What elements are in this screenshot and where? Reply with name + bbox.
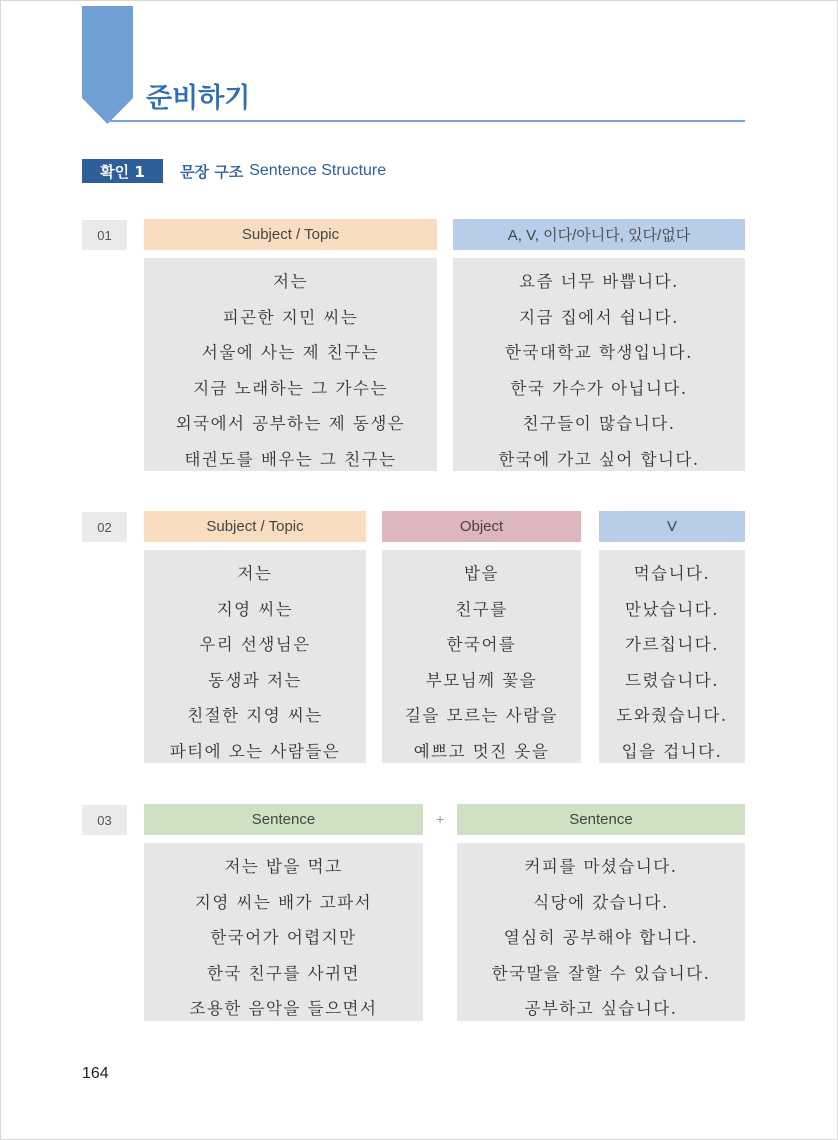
header-subject-topic: Subject / Topic: [144, 219, 437, 250]
check-title-korean: 문장 구조: [180, 162, 244, 181]
table-cell: 요즘 너무 바쁩니다.: [519, 272, 679, 291]
table-cell: 지영 씨는 배가 고파서: [194, 892, 373, 912]
table-cell: 지영 씨는: [216, 599, 294, 619]
table-cell: 만났습니다.: [625, 599, 719, 619]
table-cell: 가르칩니다.: [625, 635, 719, 654]
table-cell: 드렸습니다.: [625, 670, 719, 690]
section-title: 준비하기: [146, 83, 251, 114]
table-cell: 지금 노래하는 그 가수는: [193, 378, 388, 398]
table-cell: 예쁘고 멋진 옷을: [413, 741, 550, 761]
table-cell: 저는: [273, 272, 308, 291]
second-clause-column: [457, 843, 745, 1021]
header-predicate: A, V, 이다/아니다, 있다/없다: [453, 219, 745, 250]
table-cell: 서울에 사는 제 친구는: [201, 343, 380, 362]
table-cell: 길을 모르는 사람을: [404, 706, 558, 725]
table-cell: 부모님께 꽃을: [425, 670, 538, 690]
subject-column: [144, 258, 437, 471]
table-cell: 피곤한 지민 씨는: [222, 307, 359, 327]
table-cell: 동생과 저는: [208, 670, 302, 690]
table-cell: 지금 집에서 쉽니다.: [519, 307, 679, 327]
table-cell: 저는 밥을 먹고: [224, 857, 343, 876]
section-ribbon: [82, 6, 133, 124]
table-cell: 도와줬습니다.: [616, 706, 728, 725]
table-cell: 식당에 갔습니다.: [533, 892, 669, 912]
check-title-english: Sentence Structure: [249, 162, 387, 179]
header-verb: V: [599, 511, 745, 542]
table-cell: 우리 선생님은: [199, 635, 311, 654]
header-sentence-2: Sentence: [457, 804, 745, 835]
table-cell: 친절한 지영 씨는: [187, 706, 323, 725]
table-cell: 한국에 가고 싶어 합니다.: [498, 449, 700, 469]
table-cell: 한국어가 어렵지만: [210, 928, 357, 947]
table-cell: 한국어를: [446, 635, 517, 654]
header-object: Object: [382, 511, 581, 542]
subject-column: [144, 550, 366, 763]
section-number-01: 01: [82, 220, 127, 250]
table-cell: 파티에 오는 사람들은: [169, 741, 341, 761]
check-title: [180, 159, 386, 183]
predicate-column: [453, 258, 745, 471]
table-cell: 공부하고 싶습니다.: [524, 999, 678, 1018]
table-cell: 외국에서 공부하는 제 동생은: [175, 414, 406, 433]
table-cell: 한국 친구를 사귀면: [206, 963, 360, 983]
table-cell: 한국말을 잘할 수 있습니다.: [491, 963, 711, 983]
title-divider: [108, 120, 745, 122]
table-cell: 조용한 음악을 들으면서: [189, 999, 378, 1018]
object-column: [382, 550, 581, 763]
header-subject-topic: Subject / Topic: [144, 511, 366, 542]
page-number: 164: [82, 1065, 109, 1082]
verb-column: [599, 550, 745, 763]
table-cell: 태권도를 배우는 그 친구는: [184, 449, 397, 469]
table-cell: 커피를 마셨습니다.: [524, 857, 678, 876]
plus-sign: +: [436, 811, 445, 827]
section-number-03: 03: [82, 805, 127, 835]
header-sentence-1: Sentence: [144, 804, 423, 835]
table-cell: 열심히 공부해야 합니다.: [503, 928, 699, 947]
section-number-02: 02: [82, 512, 127, 542]
table-cell: 저는: [237, 564, 273, 583]
table-cell: 한국대학교 학생입니다.: [505, 343, 693, 362]
table-cell: 친구들이 많습니다.: [522, 414, 676, 433]
table-cell: 입을 겁니다.: [621, 741, 723, 761]
table-cell: 친구를: [455, 599, 508, 619]
first-clause-column: [144, 843, 423, 1021]
table-cell: 먹습니다.: [633, 564, 711, 583]
check-badge: 확인 1: [82, 159, 163, 183]
table-cell: 밥을: [464, 564, 499, 583]
table-cell: 한국 가수가 아닙니다.: [510, 378, 688, 398]
